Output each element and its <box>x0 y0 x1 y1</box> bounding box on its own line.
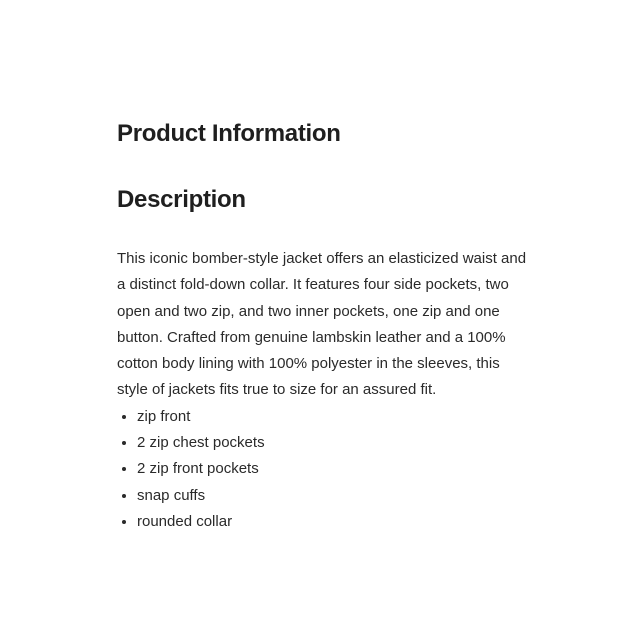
description-heading: Description <box>117 186 246 213</box>
feature-list-item: • 2 zip chest pockets <box>137 430 533 456</box>
product-information-heading: Product Information <box>117 120 341 147</box>
feature-list-item: • rounded collar <box>137 509 533 535</box>
description-text: This iconic bomber-style jacket offers an elasticized waist and a distinct fold-down collar. It features four side pockets, two open and two zip, and two inner pockets, one zip and one button. Crafted from genuine lambskin leather and a 100% cotton body lining with 100% polyester in the sleeves, this style of jackets fits true to size for an assured fit. <box>117 250 527 399</box>
feature-list-item: • snap cuffs <box>137 483 533 509</box>
feature-list-item: • zip front <box>137 404 533 430</box>
feature-list-item: • 2 zip front pockets <box>137 456 533 482</box>
feature-list <box>117 404 533 535</box>
product-information-section <box>117 118 533 535</box>
